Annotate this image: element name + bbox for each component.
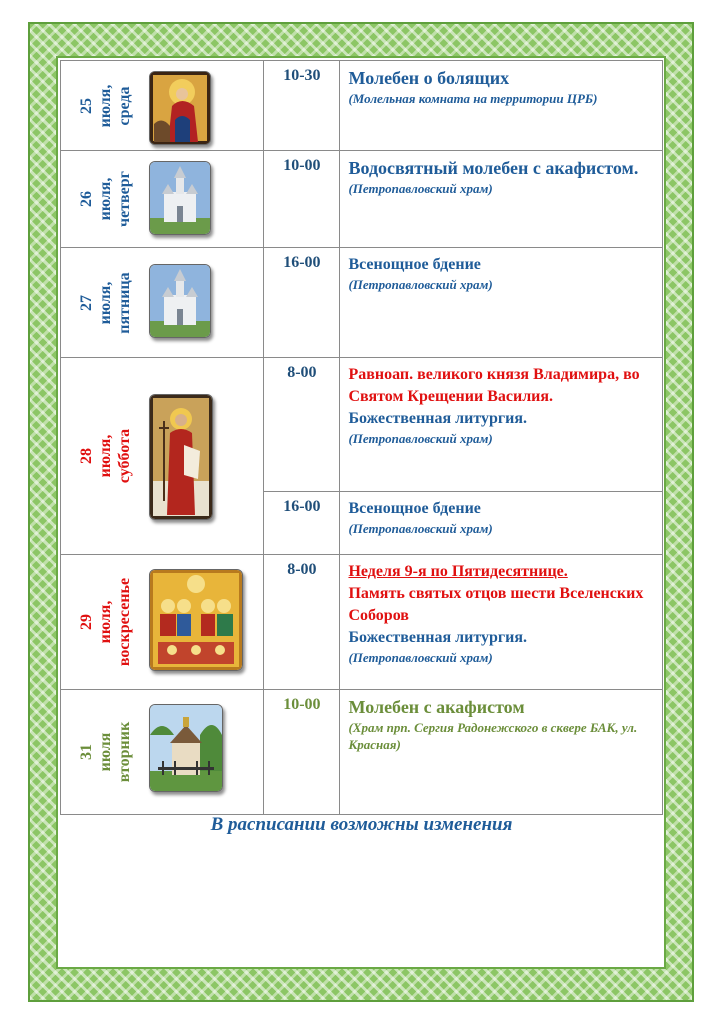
schedule-note: В расписании возможны изменения: [210, 814, 513, 835]
date-cell: [61, 690, 264, 815]
event-title: Всенощное бдение: [348, 499, 481, 517]
time-cell: [264, 491, 340, 554]
date-cell: [61, 61, 264, 151]
event-cell: [340, 248, 663, 358]
event-location: (Петропавловский храм): [348, 277, 493, 292]
event-location: (Петропавловский храм): [348, 181, 493, 196]
event-title: Всенощное бдение: [348, 256, 481, 273]
event-location: (Петропавловский храм): [348, 520, 493, 536]
feast-title: Память святых отцов шести Вселенских Соборов: [348, 585, 644, 624]
event-title: Молебен о болящих: [348, 68, 510, 88]
event-location: (Храм прп. Сергия Радонежского в сквере БАК, ул. Красная): [348, 720, 638, 752]
event-cell: [340, 690, 663, 815]
event-time: 16-00: [283, 254, 321, 271]
event-title: Водосвятный молебен с акафистом.: [348, 158, 639, 178]
event-time: 10-30: [283, 67, 321, 84]
schedule-row-26: [61, 151, 663, 248]
church-icon: [149, 264, 211, 338]
event-title: Молебен с акафистом: [348, 697, 525, 717]
date-label: 29 июля, воскресенье: [77, 577, 133, 667]
feast-title: Равноап. великого князя Владимира, во Святом Крещении Василия.: [348, 366, 640, 405]
date-label: 27 июля, пятница: [77, 271, 133, 334]
event-cell: [340, 491, 663, 554]
schedule-table: [60, 60, 663, 815]
council-fathers-icon: [149, 569, 243, 671]
schedule-row-31: [61, 690, 663, 815]
date-cell: [61, 248, 264, 358]
sunday-title: Неделя 9-я по Пятидесятнице.: [348, 563, 568, 580]
event-time: 10-00: [283, 157, 321, 174]
time-cell: [264, 358, 340, 492]
church-icon: [149, 161, 211, 235]
event-time: 8-00: [287, 364, 317, 381]
event-cell: [340, 61, 663, 151]
time-cell: [264, 248, 340, 358]
date-cell: [61, 358, 264, 555]
time-cell: [264, 151, 340, 248]
schedule-row-25: [61, 61, 663, 151]
event-location: (Петропавловский храм): [348, 650, 493, 665]
schedule-row-28: [61, 358, 663, 492]
event-time: 8-00: [287, 561, 317, 578]
event-cell: [340, 151, 663, 248]
time-cell: [264, 61, 340, 151]
date-cell: [61, 555, 264, 690]
date-label: 25 июля, среда: [77, 84, 133, 127]
theotokos-icon: [149, 71, 211, 145]
time-cell: [264, 555, 340, 690]
saint-vladimir-icon: [149, 394, 213, 520]
date-cell: [61, 151, 264, 248]
date-label: 31 июля вторник: [77, 721, 133, 783]
event-cell: [340, 555, 663, 690]
date-label: 28 июля, суббота: [77, 428, 133, 484]
event-title: Божественная литургия.: [348, 410, 527, 427]
event-time: 10-00: [283, 696, 321, 713]
event-cell: [340, 358, 663, 492]
time-cell: [264, 690, 340, 815]
event-location: (Петропавловский храм): [348, 431, 493, 446]
event-location: (Молельная комната на территории ЦРБ): [348, 91, 598, 106]
schedule-row-27: [61, 248, 663, 358]
date-label: 26 июля, четверг: [77, 171, 133, 227]
event-title: Божественная литургия.: [348, 629, 527, 646]
schedule-row-29: [61, 555, 663, 690]
chapel-icon: [149, 704, 223, 792]
event-time: 16-00: [283, 497, 321, 515]
